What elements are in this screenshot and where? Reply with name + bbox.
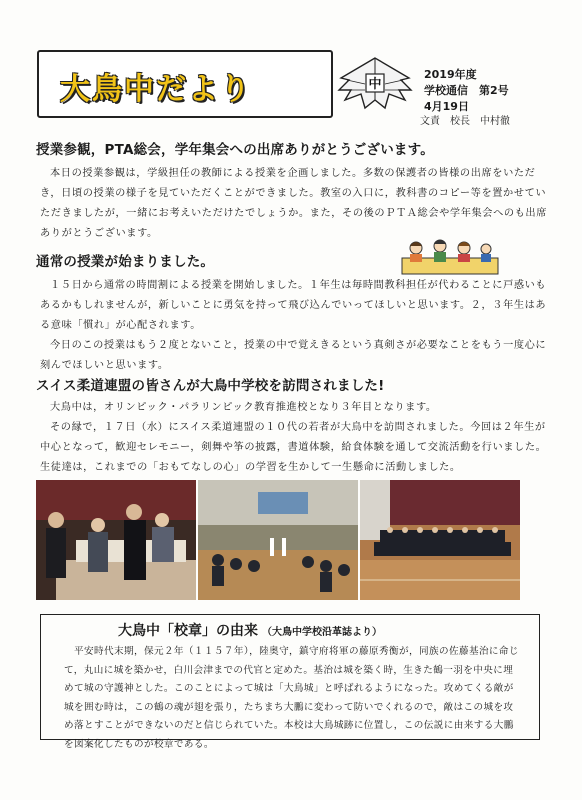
section-heading-2: 通常の授業が始まりました。 (36, 254, 215, 270)
section-body-2 (40, 276, 550, 376)
issue-date: 4月19日 (424, 100, 469, 113)
paragraph: １５日から通常の時間割による授業を開始しました。１年生は毎時間教科担任が代わることに戸惑いもあるかもしれませんが，新しいことに勇気を持って飛び込んでいってほしいと思います。２，３年生はある意味「慣れ」が心配されます。 (40, 280, 547, 331)
history-box-title (118, 620, 382, 640)
section-heading-3: スイス柔道連盟の皆さんが大鳥中学校を訪問されました! (36, 378, 385, 394)
paragraph: 平安時代末期，保元２年（１１５７年），陸奥守，鎮守府将軍の藤原秀衡が，同族の佐藤基治に命じて，丸山に城を築かせ，白川会津までの代官と定めた。基治は城を築く時，生きた鶴一羽を中央に埋めて城の守護神とした。このことによって城は「大鳥城」と呼ばれるようになった。攻めてくる敵が城を囲む時は，この鶴の魂が翅を張り，たちまち大鵬に変わって防いでくれるので，敵はこの城を攻め落とすことができないのだと信じられていた。本校は大鳥城跡に位置し，この伝説に由来する大鵬を図案化したものが校章である。 (64, 646, 519, 750)
paragraph: 本日の授業参観は，学級担任の教師による授業を企画しました。多数の保護者の皆様の出席をいただき，日頃の授業の様子を見ていただくことができました。教室の入口に，教科書のコピー等を置かせていただきましたが，一緒にお考えいただけたでしょうか。また，その後のＰＴＡ総会や学年集会へのも出席ありがとうございます。 (40, 168, 548, 239)
paragraph: その縁で，１７日（水）にスイス柔道連盟の１０代の若者が大鳥中を訪問されました。今回は２年生が中心となって，歓迎セレモニー，剣舞や筝の披露，書道体験，給食体験を通して交流活動を行いました。生徒達は，これまでの「おもてなしの心」の学習を生かして一生懸命に活動しました。 (40, 422, 547, 473)
section-heading-1: 授業参観，PTA総会，学年集会への出席ありがとうございます。 (36, 142, 434, 158)
family-illustration-icon (400, 236, 502, 276)
photo-group (360, 480, 520, 600)
box-title-source: （大鳥中学校沿革誌より） (262, 627, 382, 638)
newsletter-title: 大鳥中だより (60, 72, 252, 107)
photo-strip (36, 480, 520, 600)
history-box-body (64, 643, 519, 754)
school-emblem-icon (335, 50, 415, 120)
issue-number: 学校通信 第2号 (424, 84, 509, 97)
photo-calligraphy (36, 480, 196, 600)
issue-author: 文責 校長 中村徹 (420, 116, 510, 127)
paragraph: 大鳥中は，オリンピック・パラリンピック教育推進校となり３年目となります。 (50, 402, 437, 413)
photo-gym-ceremony (198, 480, 358, 600)
section-body-3 (40, 398, 550, 478)
issue-year: 2019年度 (424, 68, 477, 81)
box-title-text: 大鳥中「校章」の由来 (118, 623, 258, 639)
emblem-char: 中 (368, 77, 382, 92)
section-body-1 (40, 164, 556, 244)
paragraph: 今日のこの授業はもう２度とないこと，授業の中で覚えきるという真剣さが必要なことをもう一度心に刻んでほしいと思います。 (40, 340, 547, 371)
